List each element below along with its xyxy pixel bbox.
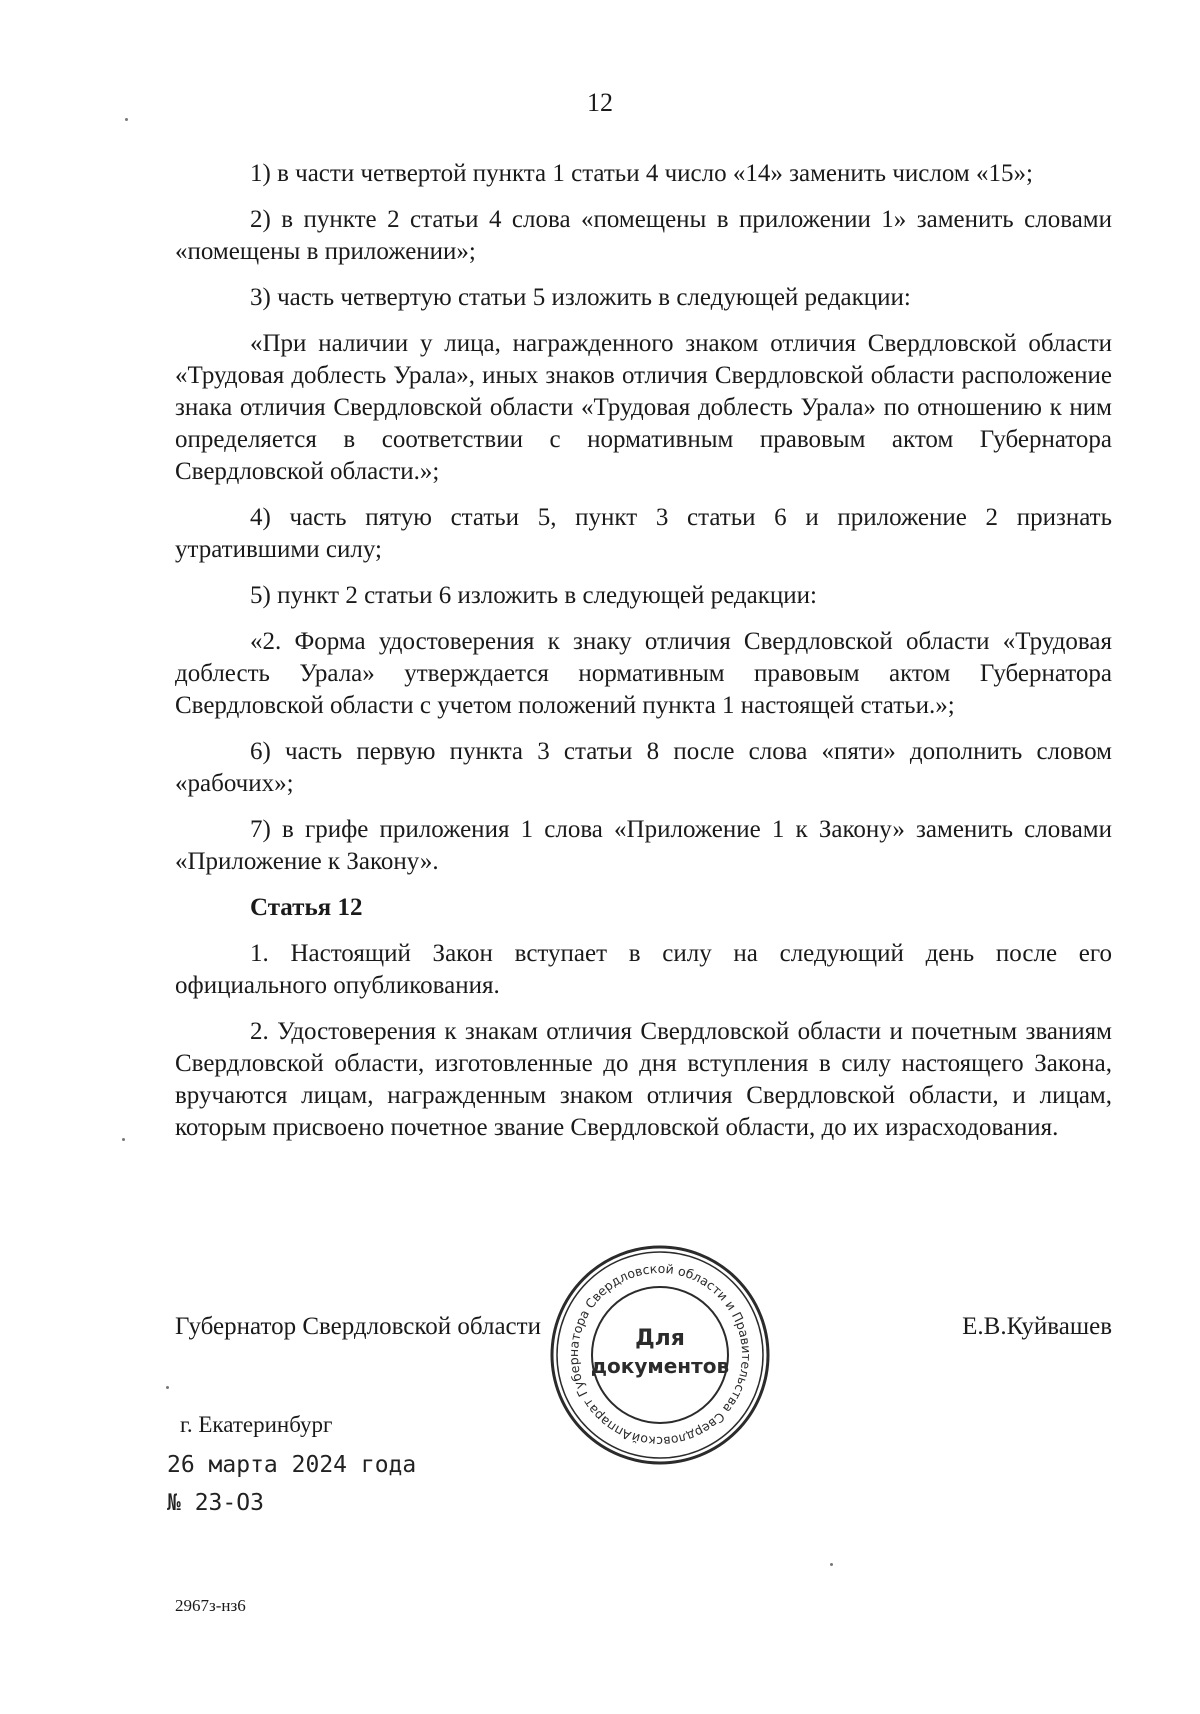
amendment-item-1: 1) в части четвертой пункта 1 статьи 4 число «14» заменить числом «15»; bbox=[250, 160, 1033, 187]
quoted-text-article-5: «При наличии у лица, награжденного знаком отличия Свердловской области «Трудовая доблесть Урала», иных знаков отличия Свердловской области расположение знака отличия Свердловской области «Трудовая доблесть Урала» по отношению к ним определяется в соответствии с нормативным правовым актом Губернатора Свердловской области.»; bbox=[175, 330, 1112, 485]
city-line: г. Екатеринбург bbox=[180, 1412, 333, 1437]
amendment-item-6: 6) часть первую пункта 3 статьи 8 после слова «пяти» дополнить словом «рабочих»; bbox=[175, 738, 1112, 797]
document-body bbox=[175, 158, 1112, 1158]
page-number: 12 bbox=[587, 88, 613, 117]
law-number: № 23-ОЗ bbox=[167, 1490, 264, 1516]
article-paragraph-1: 1. Настоящий Закон вступает в силу на следующий день после его официального опубликования. bbox=[175, 940, 1112, 999]
document-code: 2967з-нз6 bbox=[175, 1596, 246, 1615]
svg-text:документов: документов bbox=[590, 1354, 730, 1378]
amendment-item-3: 3) часть четвертую статьи 5 изложить в следующей редакции: bbox=[250, 284, 911, 311]
article-paragraph-2: 2. Удостоверения к знакам отличия Свердловской области и почетным званиям Свердловской области, изготовленные до дня вступления в силу настоящего Закона, вручаются лицам, награжденным знаком отличия Свердловской области, и лицам, которым присвоено почетное звание Свердловской области, до их израсходования. bbox=[175, 1018, 1112, 1141]
scan-speck bbox=[125, 118, 128, 121]
amendment-item-5: 5) пункт 2 статьи 6 изложить в следующей редакции: bbox=[250, 582, 817, 609]
amendment-item-4: 4) часть пятую статьи 5, пункт 3 статьи 6 и приложение 2 признать утратившими силу; bbox=[175, 504, 1112, 563]
scan-speck bbox=[830, 1563, 833, 1566]
signatory-title: Губернатор Свердловской области bbox=[175, 1313, 541, 1340]
signatory-name: Е.В.Куйвашев bbox=[962, 1313, 1112, 1340]
amendment-item-2: 2) в пункте 2 статьи 4 слова «помещены в приложении 1» заменить словами «помещены в приложении»; bbox=[175, 206, 1112, 265]
quoted-text-article-6: «2. Форма удостоверения к знаку отличия Свердловской области «Трудовая доблесть Урала» утверждается нормативным правовым актом Губернатора Свердловской области с учетом положений пункта 1 настоящей статьи.»; bbox=[175, 628, 1112, 719]
amendment-item-7: 7) в грифе приложения 1 слова «Приложение 1 к Закону» заменить словами «Приложение к Закону». bbox=[175, 816, 1112, 875]
scan-speck bbox=[166, 1386, 169, 1389]
signing-date: 26 марта 2024 года bbox=[167, 1452, 417, 1478]
article-heading: Статья 12 bbox=[250, 894, 363, 921]
scan-speck bbox=[122, 1138, 125, 1141]
official-seal-stamp bbox=[548, 1243, 772, 1467]
svg-text:Для: Для bbox=[635, 1326, 685, 1351]
svg-text:Аппарат Губернатора Свердловск: Аппарат Губернатора Свердловской области и Правительства Свердловской bbox=[565, 1260, 755, 1450]
